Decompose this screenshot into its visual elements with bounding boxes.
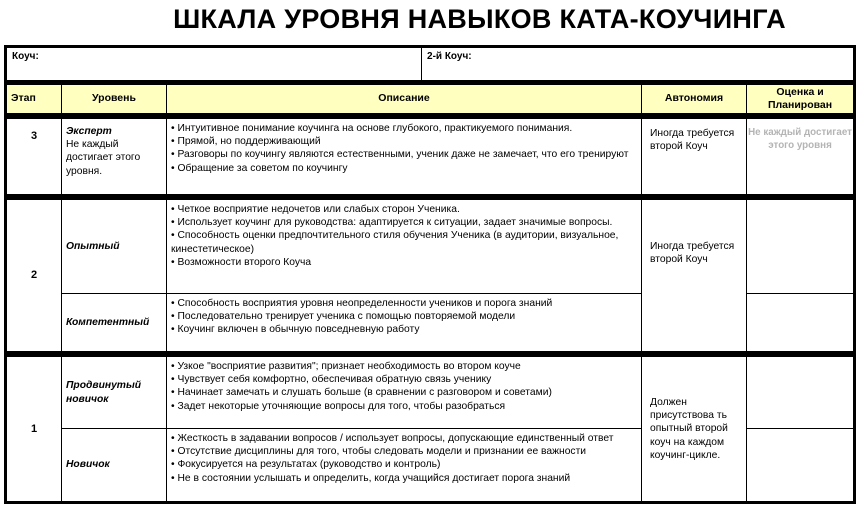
- description-item: • Узкое "восприятие развития"; признает необходимость во втором коуче: [171, 360, 637, 373]
- header-evaluation: Оценка и Планирован: [747, 85, 855, 114]
- description-cell: [167, 200, 642, 294]
- header-level: Уровень: [62, 85, 167, 114]
- description-item: • Последовательно тренирует ученика с помощью повторяемой модели: [171, 310, 637, 323]
- description-cell: [167, 357, 642, 429]
- description-item: • Способность восприятия уровня неопределенности учеников и порога знаний: [171, 297, 637, 310]
- coach-label: Коуч:: [12, 51, 39, 62]
- header-description: Описание: [167, 85, 642, 114]
- description-item: • Задет некоторые уточняющие вопросы для того, чтобы разобраться: [171, 400, 637, 413]
- coach-field[interactable]: [6, 47, 422, 81]
- description-item: • Разговоры по коучингу являются естественными, ученик даже не замечает, что его тренируют: [171, 148, 637, 161]
- description-item: • Жесткость в задавании вопросов / использует вопросы, допускающие единственный ответ: [171, 432, 637, 445]
- description-item: • Прямой, но поддерживающий: [171, 135, 637, 148]
- description-item: • Фокусируется на результатах (руководство и контроль): [171, 458, 637, 471]
- evaluation-cell[interactable]: [747, 294, 855, 352]
- evaluation-cell[interactable]: Не каждый достигает этого уровня: [747, 119, 855, 195]
- description-item: • Способность оценки предпочтительного стиля обучения Ученика (в аудитории, визуальное, кинестетическое): [171, 229, 637, 255]
- coach-row: [6, 47, 855, 81]
- description-cell: [167, 429, 642, 503]
- second-coach-label: 2-й Коуч:: [427, 51, 472, 62]
- table-row: [6, 200, 855, 294]
- description-item: • Возможности второго Коуча: [171, 256, 637, 269]
- skill-scale-table: [4, 45, 856, 504]
- level-cell: [62, 200, 167, 294]
- description-item: • Интуитивное понимание коучинга на основе глубокого, практикуемого понимания.: [171, 122, 637, 135]
- level-name: Продвинутый новичок: [66, 380, 142, 405]
- autonomy-cell: Иногда требуется второй Коуч: [642, 119, 747, 195]
- description-item: • Начинает замечать и слушать больше (в сравнении с разговором и советами): [171, 386, 637, 399]
- description-item: • Не в состоянии услышать и определить, когда учащийся достигает порога знаний: [171, 472, 637, 485]
- description-item: • Чувствует себя комфортно, обеспечивая обратную связь ученику: [171, 373, 637, 386]
- header-stage: Этап: [6, 85, 62, 114]
- level-name: Эксперт: [66, 126, 112, 137]
- description-item: • Четкое восприятие недочетов или слабых сторон Ученика.: [171, 203, 637, 216]
- description-item: • Обращение за советом по коучингу: [171, 162, 637, 175]
- level-note: Не каждый достигает этого уровня.: [66, 139, 141, 177]
- evaluation-cell[interactable]: [747, 200, 855, 294]
- level-cell: [62, 294, 167, 352]
- header-row: [6, 85, 855, 114]
- autonomy-cell: Должен присутствова ть опытный второй коуч на каждом коучинг-цикле.: [642, 357, 747, 503]
- header-autonomy: Автономия: [642, 85, 747, 114]
- description-item: • Использует коучинг для руководства: адаптируется к ситуации, задает значимые вопросы.: [171, 216, 637, 229]
- level-name: Новичок: [66, 459, 110, 471]
- description-cell: [167, 119, 642, 195]
- description-item: • Отсутствие дисциплины для того, чтобы следовать модели и признании ее важности: [171, 445, 637, 458]
- level-name: Компетентный: [66, 316, 150, 328]
- stage-number: 1: [6, 357, 62, 503]
- table-row: [6, 357, 855, 429]
- page-title: ШКАЛА УРОВНЯ НАВЫКОВ КАТА-КОУЧИНГА: [173, 4, 786, 34]
- stage-number: 2: [6, 200, 62, 352]
- evaluation-cell[interactable]: [747, 429, 855, 503]
- table-row: [6, 119, 855, 195]
- second-coach-field[interactable]: [422, 47, 855, 81]
- description-cell: [167, 294, 642, 352]
- level-cell: [62, 119, 167, 195]
- level-name: Опытный: [66, 240, 120, 252]
- level-cell: [62, 429, 167, 503]
- description-item: • Коучинг включен в обычную повседневную работу: [171, 323, 637, 336]
- level-cell: [62, 357, 167, 429]
- autonomy-cell: Иногда требуется второй Коуч: [642, 200, 747, 352]
- evaluation-cell[interactable]: [747, 357, 855, 429]
- stage-number: 3: [6, 119, 62, 195]
